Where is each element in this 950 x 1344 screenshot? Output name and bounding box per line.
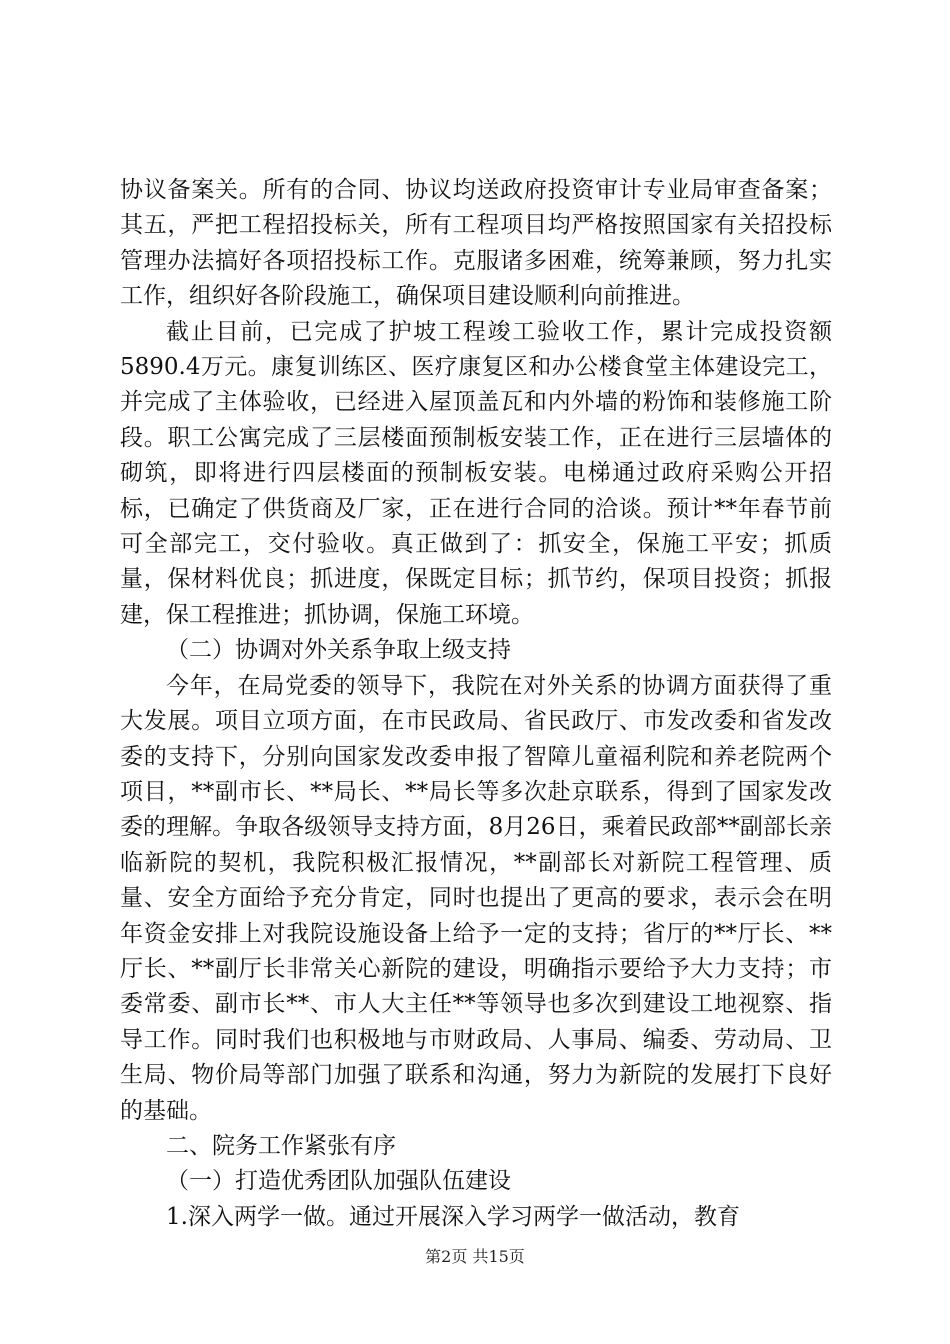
- document-body: [120, 173, 832, 1235]
- paragraph-study-item-1: 1.深入两学一做。通过开展深入学习两学一做活动，教育: [166, 1203, 740, 1230]
- paragraph-external-relations: 今年，在局党委的领导下，我院在对外关系的协调方面获得了重大发展。项目立项方面，在市民政局、省民政厅、市发改委和省发改委的支持下，分别向国家发改委申报了智障儿童福利院和养老院两个项目，**副市长、**局长、**局长等多次赴京联系，得到了国家发改委的理解。争取各级领导支持方面，8月26日，乘着民政部**副部长亲临新院的契机，我院积极汇报情况，**副部长对新院工程管理、质量、安全方面给予充分肯定，同时也提出了更高的要求，表示会在明年资金安排上对我院设施设备上给予一定的支持；省厅的**厅长、**厅长、**副厅长非常关心新院的建设，明确指示要给予大力支持；市委常委、副市长**、市人大主任**等领导也多次到建设工地视察、指导工作。同时我们也积极地与市财政局、人事局、编委、劳动局、卫生局、物价局等部门加强了联系和沟通，努力为新院的发展打下良好的基础。: [120, 672, 832, 1124]
- page-footer: [0, 1244, 950, 1267]
- paragraph-filing-and-bidding: 协议备案关。所有的合同、协议均送政府投资审计专业局审查备案；其五，严把工程招投标关，所有工程项目均严格按照国家有关招投标管理办法搞好各项招投标工作。克服诸多困难，统筹兼顾，努力扎实工作，组织好各阶段施工，确保项目建设顺利向前推进。: [120, 177, 832, 310]
- paragraph-progress-status: 截止目前，已完成了护坡工程竣工验收工作，累计完成投资额5890.4万元。康复训练区、医疗康复区和办公楼食堂主体建设完工，并完成了主体验收，已经进入屋顶盖瓦和内外墙的粉饰和装修施工阶段。职工公寓完成了三层楼面预制板安装工作，正在进行三层墙体的砌筑，即将进行四层楼面的预制板安装。电梯通过政府采购公开招标，已确定了供货商及厂家，正在进行合同的洽谈。预计**年春节前可全部完工，交付验收。真正做到了：抓安全，保施工平安；抓质量，保材料优良；抓进度，保既定目标；抓节约，保项目投资；抓报建，保工程推进；抓协调，保施工环境。: [120, 318, 832, 628]
- page-number-label: 第2页 共15页: [425, 1247, 525, 1266]
- section-heading-team-building: （一）打造优秀团队加强队伍建设: [166, 1168, 511, 1195]
- section-heading-external-relations: （二）协调对外关系争取上级支持: [166, 637, 511, 664]
- section-heading-affairs: 二、院务工作紧张有序: [166, 1132, 396, 1159]
